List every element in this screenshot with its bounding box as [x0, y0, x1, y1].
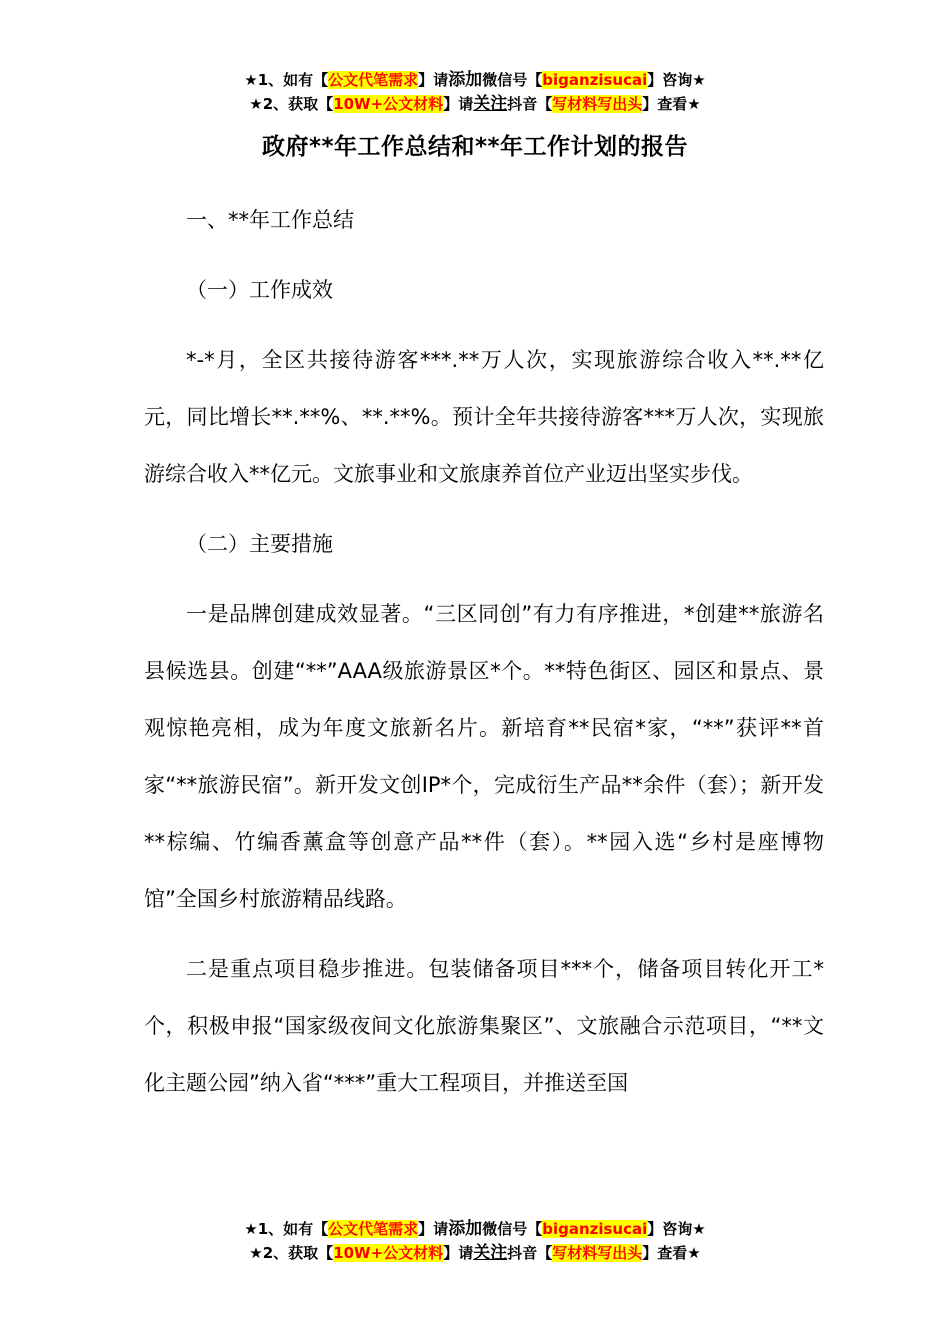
promo-line-2: ★2、获取【10W+公文材料】请关注抖音【写材料写出头】查看★: [249, 94, 701, 114]
body-paragraph: 二是重点项目稳步推进。包装储备项目***个，储备项目转化开工*个，积极申报“国家级夜间文化旅游集聚区”、文旅融合示范项目，“**文化主题公园”纳入省“***”重大工程项目，并推送至国: [144, 957, 824, 1095]
document-title: 政府**年工作总结和**年工作计划的报告: [261, 134, 689, 160]
promo-highlight: 10W+公文材料: [333, 95, 444, 113]
subsection-heading: （二）主要措施: [186, 532, 333, 556]
body-paragraph: *-*月，全区共接待游客***.**万人次，实现旅游综合收入**.**亿元，同比增长**.**%、**.**%。预计全年共接待游客***万人次，实现旅游综合收入**亿元。文旅事业和文旅康养首位产业迈出坚实步伐。: [144, 348, 824, 486]
promo-highlight: 10W+公文材料: [333, 1244, 444, 1262]
bottom-promo-banner: [0, 1217, 950, 1265]
promo-highlight: 公文代笔需求: [328, 71, 419, 89]
promo-highlight: biganzisucai: [542, 1220, 648, 1238]
promo-highlight: 写材料写出头: [552, 95, 643, 113]
document-body: [144, 192, 824, 1112]
body-paragraph: 一是品牌创建成效显著。“三区同创”有力有序推进，*创建**旅游名县候选县。创建“**”AAA级旅游景区*个。**特色街区、园区和景点、景观惊艳亮相，成为年度文旅新名片。新培育**民宿*家，“**”获评**首家“**旅游民宿”。新开发文创IP*个，完成衍生产品**余件（套）；新开发**棕编、竹编香薰盒等创意产品**件（套）。**园入选“乡村是座博物馆”全国乡村旅游精品线路。: [144, 602, 824, 911]
top-promo-banner: [0, 68, 950, 116]
promo-line-1: ★1、如有【公文代笔需求】请添加微信号【biganzisucai】咨询★: [244, 70, 706, 90]
promo-highlight: 公文代笔需求: [328, 1220, 419, 1238]
promo-highlight: 写材料写出头: [552, 1244, 643, 1262]
promo-line-1: ★1、如有【公文代笔需求】请添加微信号【biganzisucai】咨询★: [244, 1219, 706, 1239]
promo-highlight: biganzisucai: [542, 71, 648, 89]
subsection-heading: （一）工作成效: [186, 278, 333, 302]
promo-line-2: ★2、获取【10W+公文材料】请关注抖音【写材料写出头】查看★: [249, 1243, 701, 1263]
section-heading: 一、**年工作总结: [186, 208, 354, 232]
